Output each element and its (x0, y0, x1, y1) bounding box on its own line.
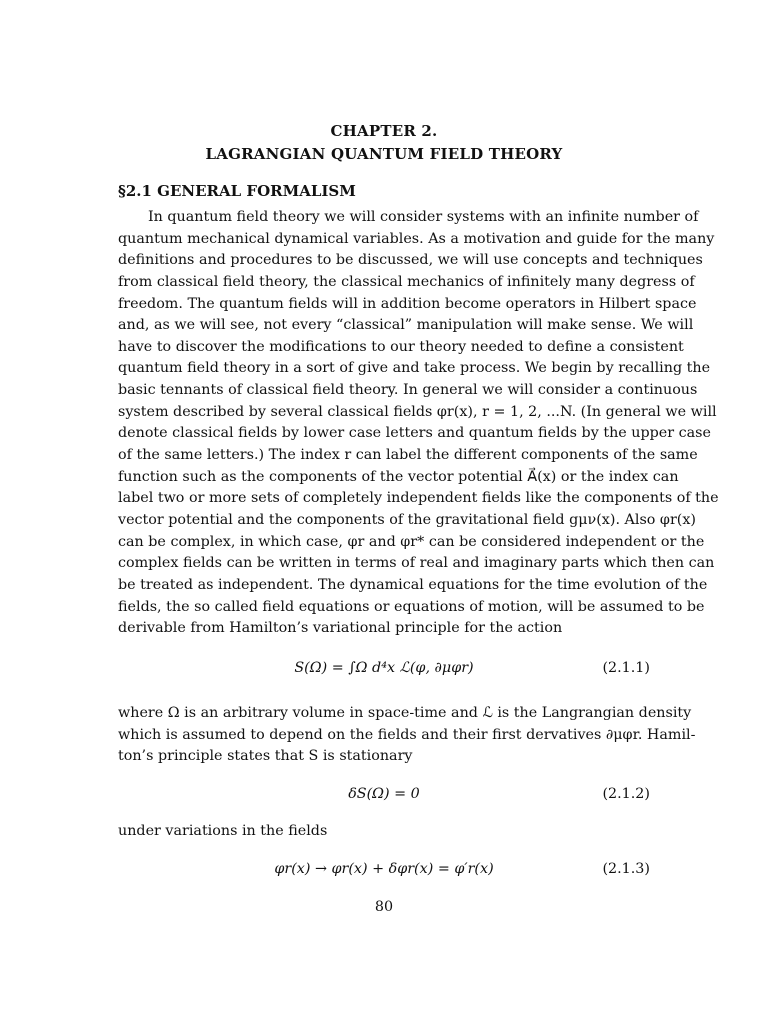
chapter-number: CHAPTER 2. (330, 122, 438, 140)
equation-number: (2.1.1) (602, 660, 650, 676)
text-line: quantum mechanical dynamical variables. As a motivation and guide for the many (118, 230, 715, 247)
text-line: be treated as independent. The dynamical equations for the time evolution of the (118, 576, 708, 593)
text-line: quantum field theory in a sort of give and take process. We begin by recalling the (118, 360, 711, 377)
text-line: have to discover the modifications to our theory needed to define a consistent (118, 338, 684, 355)
paragraph-intro (118, 207, 719, 640)
text-line: freedom. The quantum fields will in addition become operators in Hilbert space (118, 295, 697, 312)
text-line: basic tennants of classical field theory. In general we will consider a continuous (118, 382, 698, 399)
equation-number: (2.1.2) (602, 786, 650, 802)
paragraph-variations (118, 821, 650, 843)
text-line: ton’s principle states that S is stationary (118, 748, 413, 765)
equation-expression: φr(x) → φr(x) + δφr(x) = φ′r(x) (274, 861, 494, 877)
text-line: where Ω is an arbitrary volume in space-time and ℒ is the Langrangian density (118, 705, 692, 721)
equation-2-1-3 (118, 857, 650, 887)
text-line: of the same letters.) The index r can label the different components of the same (118, 447, 698, 464)
section-heading: §2.1 GENERAL FORMALISM (118, 182, 356, 200)
text-line: derivable from Hamilton’s variational principle for the action (118, 620, 563, 637)
text-line: which is assumed to depend on the fields and their first dervatives ∂μφr. Hamil- (118, 726, 696, 743)
text-line: system described by several classical fields φr(x), r = 1, 2, ...N. (In general we will (118, 403, 717, 420)
text-line: and, as we will see, not every “classical” manipulation will make sense. We will (118, 317, 694, 334)
text-line: fields, the so called field equations or equations of motion, will be assumed to be (118, 598, 705, 615)
equation-2-1-1 (118, 656, 650, 686)
equation-2-1-2 (118, 782, 650, 812)
text-line: denote classical fields by lower case letters and quantum fields by the upper case (118, 425, 711, 442)
text-line: In quantum field theory we will consider systems with an infinite number of (148, 209, 699, 225)
page-number: 80 (374, 899, 394, 915)
text-line: function such as the components of the vector potential A⃗(x) or the index can (118, 468, 679, 485)
equation-expression: S(Ω) = ∫Ω d⁴x ℒ(φ, ∂μφr) (294, 660, 474, 676)
paragraph-lagrangian (118, 703, 696, 768)
equation-number: (2.1.3) (602, 861, 650, 877)
text-line: vector potential and the components of the gravitational field gμν(x). Also φr(x) (118, 511, 696, 528)
text-line: can be complex, in which case, φr and φr* can be considered independent or the (118, 533, 705, 550)
text-line: under variations in the fields (118, 823, 328, 839)
text-line: label two or more sets of completely independent fields like the components of the (118, 490, 719, 507)
text-line: from classical field theory, the classical mechanics of infinitely many degress of (118, 273, 695, 290)
equation-expression: δS(Ω) = 0 (348, 786, 420, 802)
text-line: definitions and procedures to be discussed, we will use concepts and techniques (118, 252, 703, 269)
text-line: complex fields can be written in terms of real and imaginary parts which then can (118, 555, 715, 572)
chapter-title: LAGRANGIAN QUANTUM FIELD THEORY (205, 145, 563, 163)
